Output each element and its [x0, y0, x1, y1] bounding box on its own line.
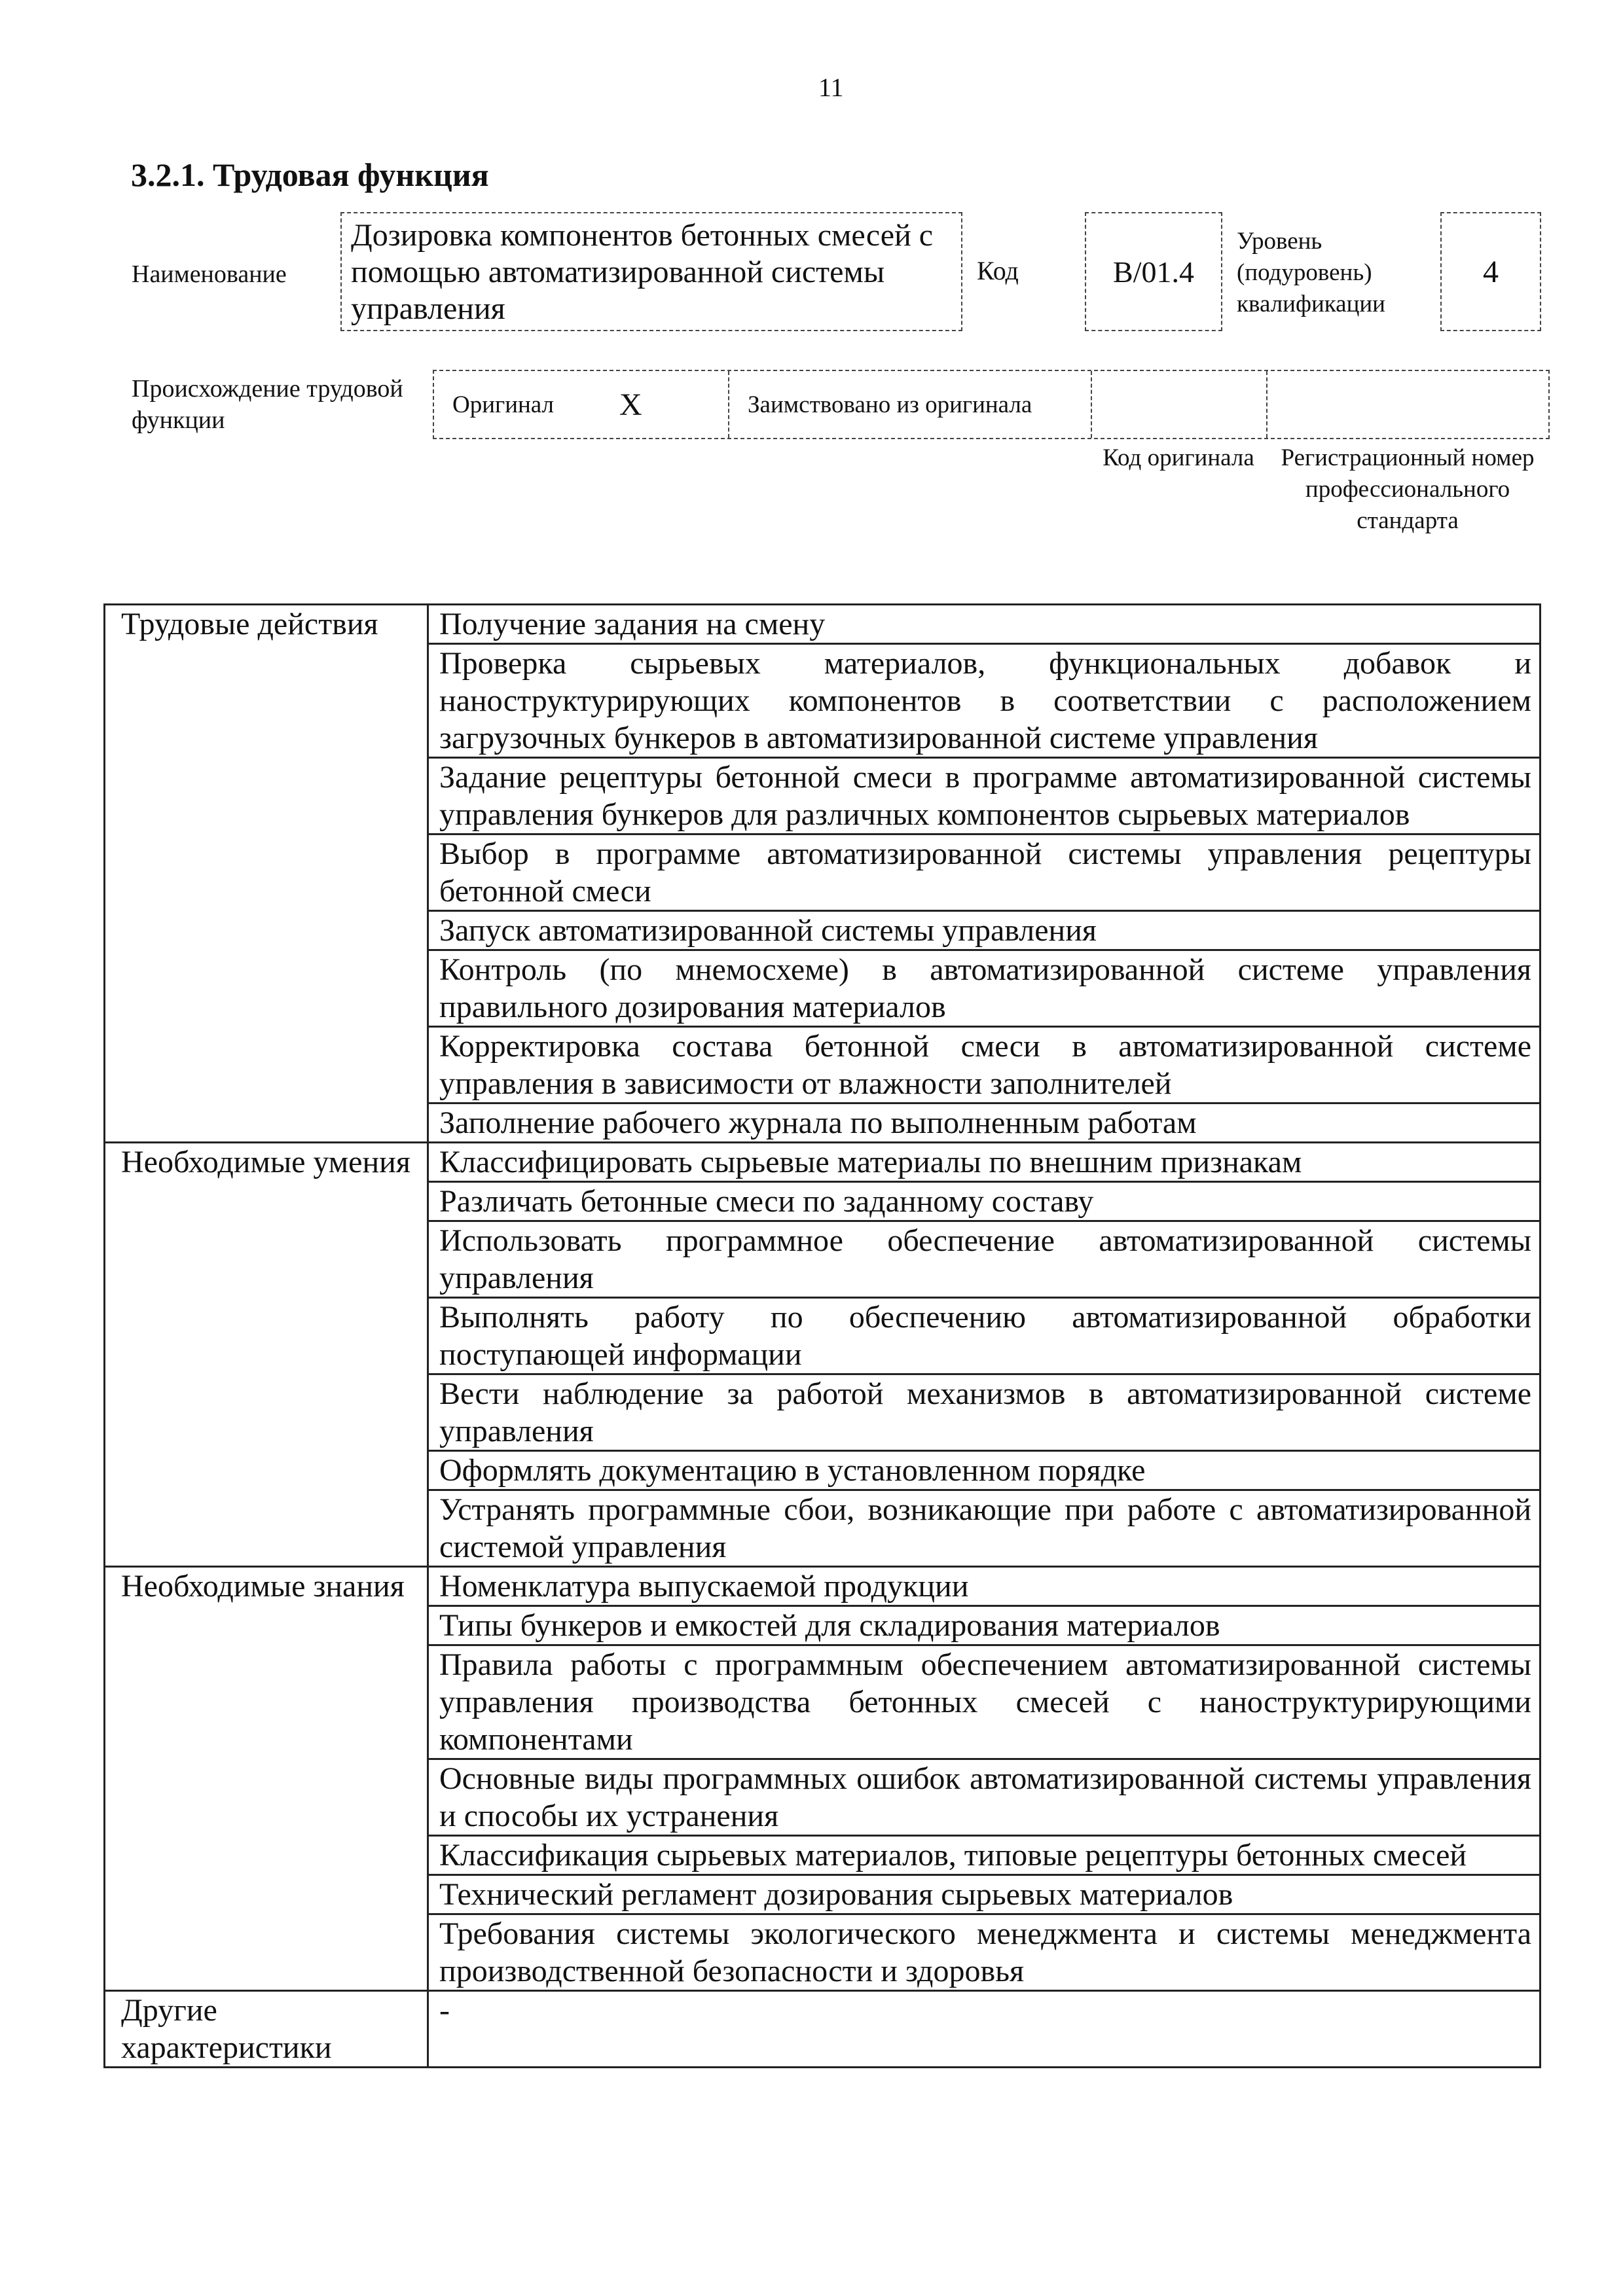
section-item: Контроль (по мнемосхеме) в автоматизированной системе управления правильного дозирования материалов: [428, 950, 1541, 1027]
section-label: Трудовые действия: [105, 605, 428, 1143]
section-item: Вести наблюдение за работой механизмов в автоматизированной системе управления: [428, 1374, 1541, 1451]
section-item: Устранять программные сбои, возникающие при работе с автоматизированной системой управления: [428, 1490, 1541, 1567]
reg-number-cell: [1267, 371, 1548, 438]
section-item: Типы бункеров и емкостей для складирования материалов: [428, 1606, 1541, 1645]
section-item: -: [428, 1991, 1541, 2068]
labor-function-table: [103, 603, 1541, 2068]
section-label: Необходимые умения: [105, 1143, 428, 1567]
section-title: 3.2.1. Трудовая функция: [131, 156, 489, 193]
origin-label: Происхождение трудовой функции: [132, 375, 403, 434]
level-label: Уровень (подуровень) квалификации: [1237, 228, 1385, 317]
section-item: Проверка сырьевых материалов, функциональных добавок и наноструктурирующих компонентов в соответствии с расположением загрузочных бункеров в автоматизированной системе управления: [428, 644, 1541, 758]
original-code-cell: [1092, 371, 1267, 438]
borrowed-cell: [729, 371, 1092, 438]
section-item: Выбор в программе автоматизированной системы управления рецептуры бетонной смеси: [428, 834, 1541, 911]
section-item: Корректировка состава бетонной смеси в автоматизированной системе управления в зависимости от влажности заполнителей: [428, 1027, 1541, 1103]
section-item: Различать бетонные смеси по заданному составу: [428, 1182, 1541, 1221]
original-label: Оригинал: [452, 391, 555, 418]
level-value-box: 4: [1440, 212, 1541, 331]
section-label: Необходимые знания: [105, 1567, 428, 1991]
table-row: [105, 1991, 1541, 2068]
section-item: Получение задания на смену: [428, 605, 1541, 644]
section-item: Классифицировать сырьевые материалы по внешним признакам: [428, 1143, 1541, 1182]
section-item: Задание рецептуры бетонной смеси в программе автоматизированной системы управления бункеров для различных компонентов сырьевых материалов: [428, 758, 1541, 834]
name-label: Наименование: [132, 260, 287, 288]
section-item: Оформлять документацию в установленном порядке: [428, 1451, 1541, 1490]
table-row: [105, 1143, 1541, 1182]
section-item: Заполнение рабочего журнала по выполненным работам: [428, 1103, 1541, 1143]
original-cell: [434, 371, 729, 438]
table-row: [105, 605, 1541, 644]
section-item: Требования системы экологического менеджмента и системы менеджмента производственной безопасности и здоровья: [428, 1914, 1541, 1991]
section-item: Использовать программное обеспечение автоматизированной системы управления: [428, 1221, 1541, 1298]
section-item: Запуск автоматизированной системы управления: [428, 911, 1541, 950]
section-item: Классификация сырьевых материалов, типовые рецептуры бетонных смесей: [428, 1836, 1541, 1875]
reg-number-caption: Регистрационный номер профессионального стандарта: [1281, 444, 1535, 534]
section-label: Другие характеристики: [105, 1991, 428, 2068]
origin-row: [433, 370, 1550, 439]
original-mark: X: [619, 387, 642, 422]
section-item: Правила работы с программным обеспечением автоматизированной системы управления производства бетонных смесей с наноструктурирующими компонентами: [428, 1645, 1541, 1759]
page-number: 11: [818, 73, 844, 102]
section-item: Технический регламент дозирования сырьевых материалов: [428, 1875, 1541, 1914]
code-original-caption: Код оригинала: [1103, 444, 1254, 471]
code-label: Код: [977, 256, 1019, 285]
borrowed-label: Заимствовано из оригинала: [748, 391, 1032, 418]
function-name-box: Дозировка компонентов бетонных смесей с помощью автоматизированной системы управления: [340, 212, 962, 331]
section-item: Выполнять работу по обеспечению автоматизированной обработки поступающей информации: [428, 1298, 1541, 1374]
section-item: Основные виды программных ошибок автоматизированной системы управления и способы их устранения: [428, 1759, 1541, 1836]
code-value-box: B/01.4: [1085, 212, 1222, 331]
table-row: [105, 1567, 1541, 1606]
section-item: Номенклатура выпускаемой продукции: [428, 1567, 1541, 1606]
